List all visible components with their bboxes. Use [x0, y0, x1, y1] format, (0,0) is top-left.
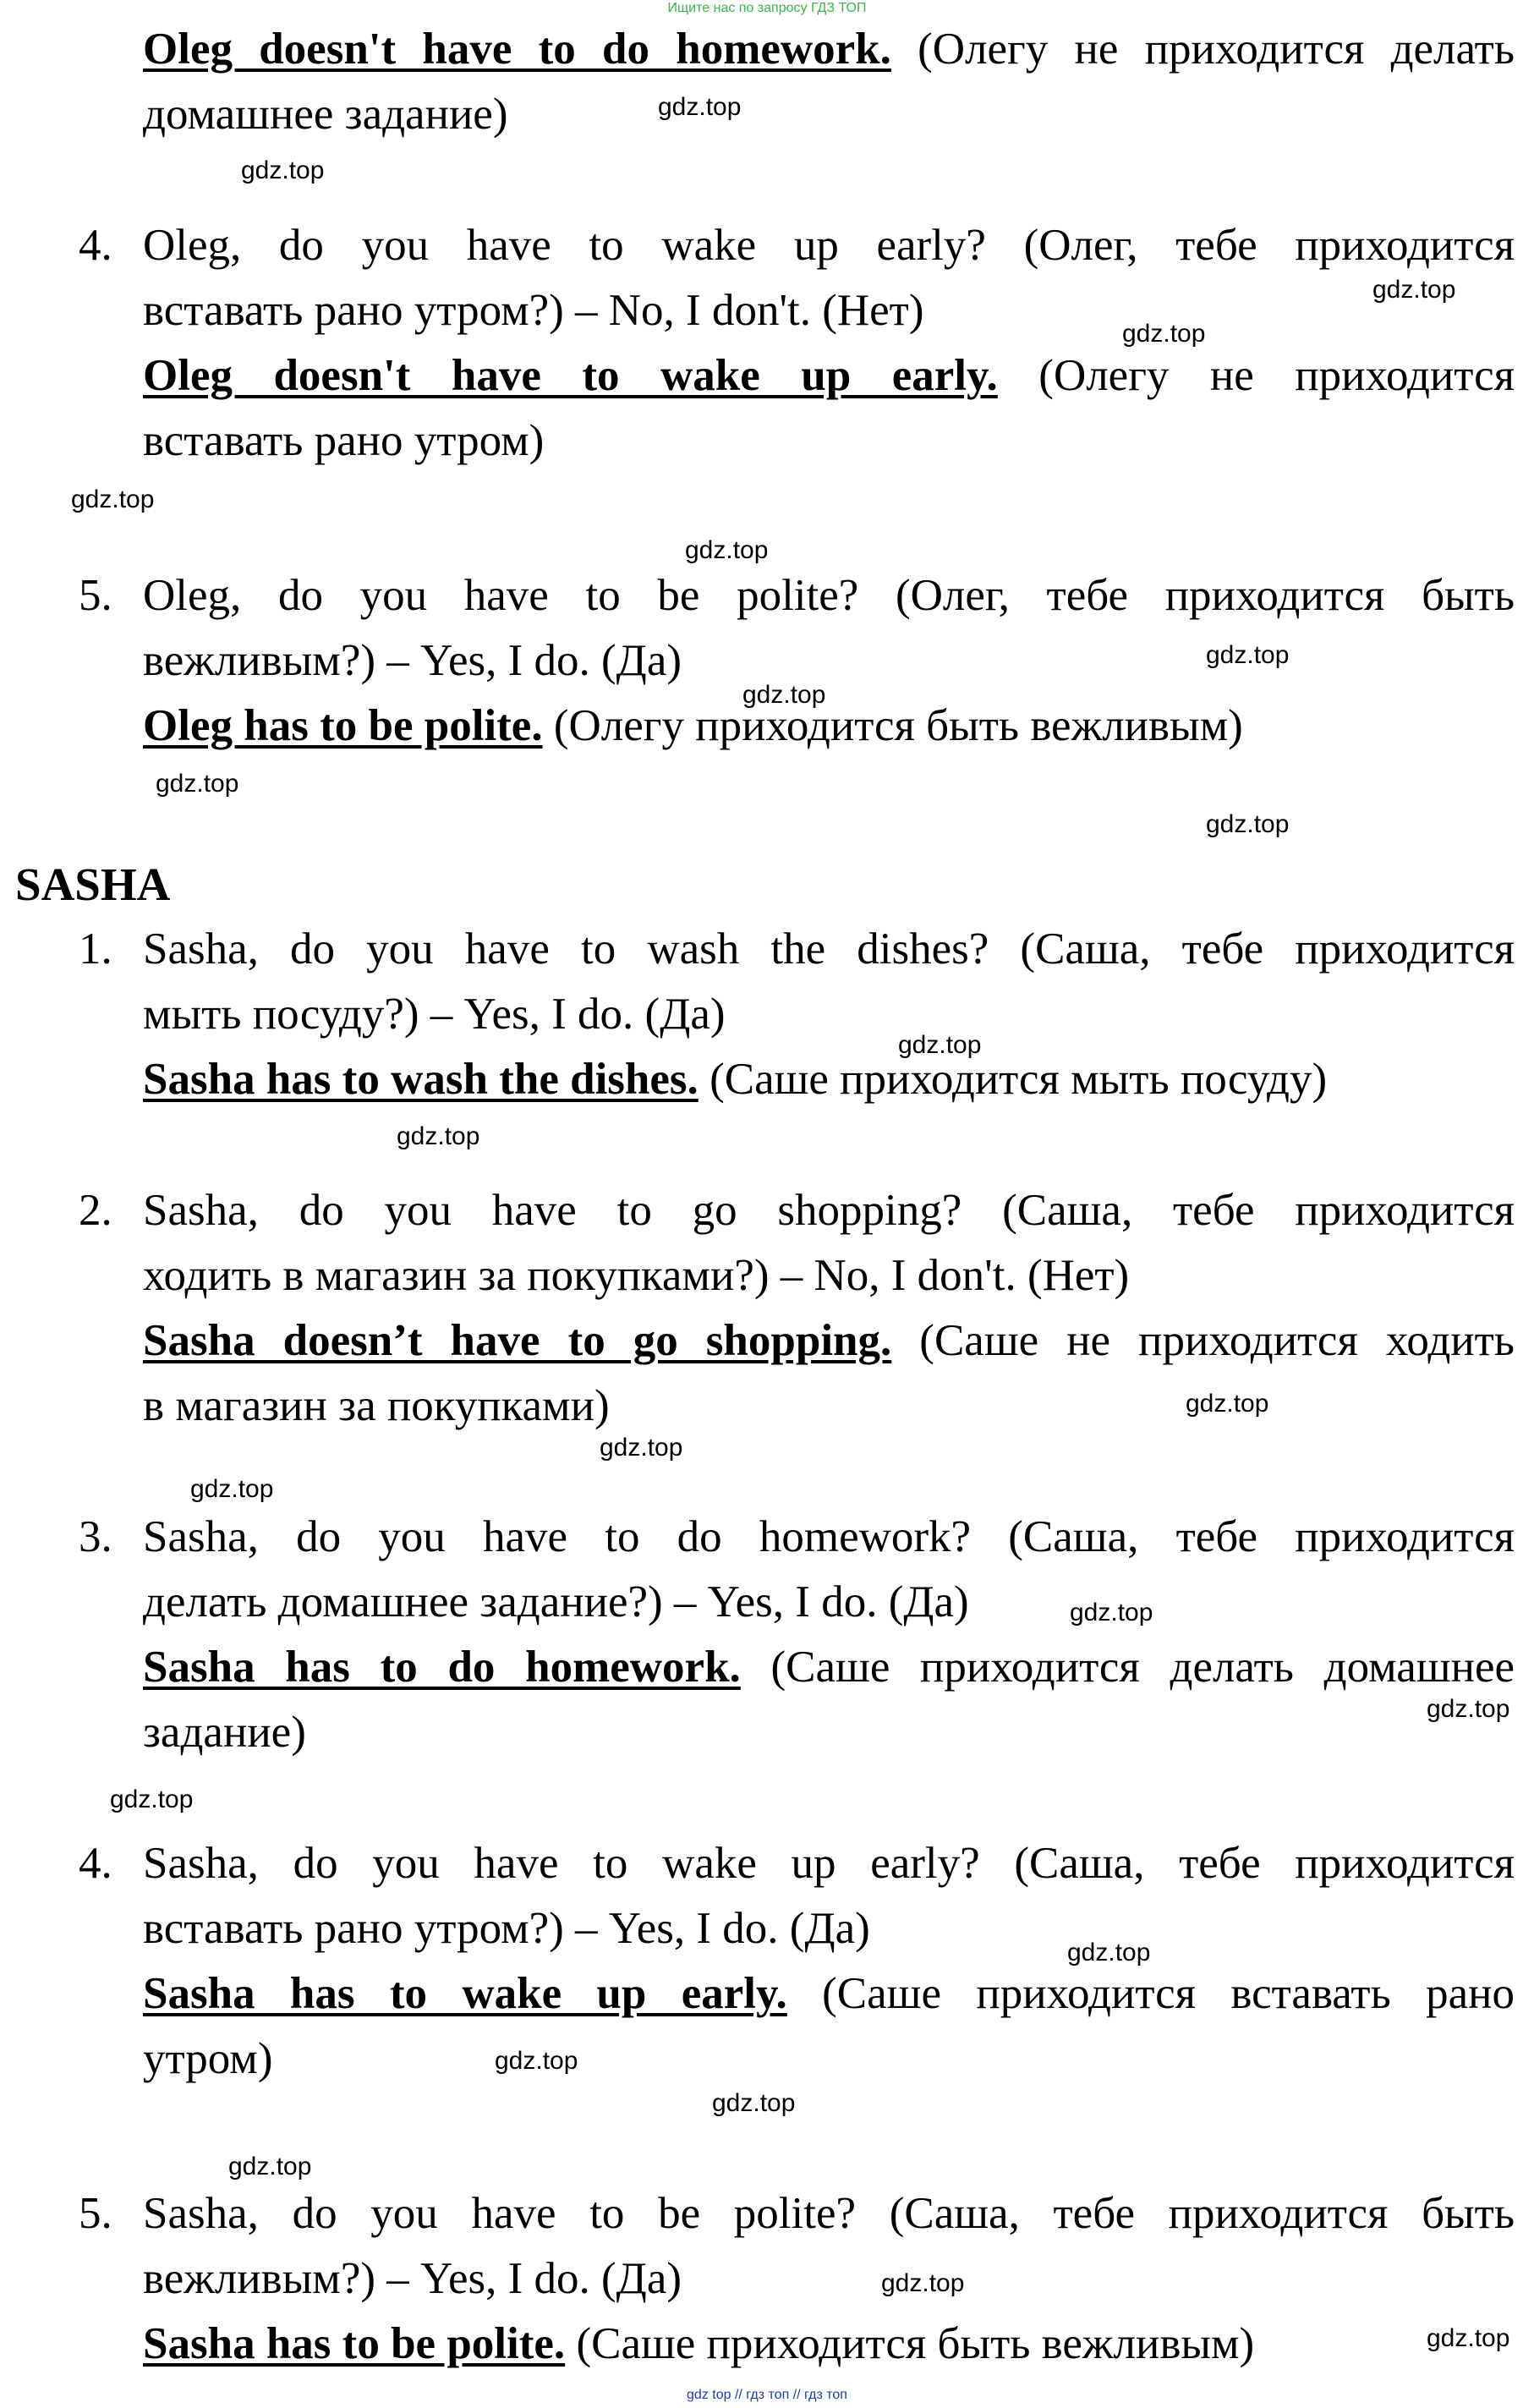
sasha-1-question: Sasha, do you have to wash the dishes? (Саша, тебе приходится [143, 924, 1515, 974]
sasha-5-number: 5. [79, 2189, 112, 2238]
sasha-2-answer-line [143, 1308, 1515, 1373]
sasha-4-question-line-2: вставать рано утром?) – Yes, I do. (Да) [143, 1904, 870, 1953]
oleg-4-number: 4. [79, 221, 112, 270]
oleg-5-answer-line [143, 694, 1515, 758]
watermark: gdz.top [241, 156, 325, 184]
oleg-4-answer: Oleg doesn't have to wake up early. [143, 351, 998, 400]
sasha-5-question-line-2: вежливым?) – Yes, I do. (Да) [143, 2254, 682, 2303]
sasha-3-number: 3. [79, 1512, 112, 1561]
sasha-2-answer-line-2: в магазин за покупками) [143, 1381, 610, 1430]
sasha-5-answer-line [143, 2312, 1515, 2376]
sasha-4-answer-translation: (Саше приходится вставать рано [786, 1969, 1515, 2018]
sasha-1-answer-translation: (Саше приходится мыть посуду) [698, 1055, 1328, 1104]
oleg-4-question: Oleg, do you have to wake up early? (Олег, тебе приходится [143, 221, 1515, 270]
sasha-4-number: 4. [79, 1839, 112, 1888]
sasha-3-answer-line-2: задание) [143, 1708, 306, 1757]
sasha-3-question: Sasha, do you have to do homework? (Саша, тебе приходится [143, 1512, 1515, 1561]
watermark: gdz.top [156, 770, 239, 798]
sasha-3-answer-translation: (Саше приходится делать домашнее [740, 1643, 1515, 1692]
search-banner: Ищите нас по запросу ГДЗ ТОП [667, 1, 867, 15]
sasha-2-answer: Sasha doesn’t have to go shopping. [143, 1316, 892, 1365]
sasha-4-question: Sasha, do you have to wake up early? (Саша, тебе приходится [143, 1839, 1515, 1888]
oleg-4-answer-line-2: вставать рано утром) [143, 416, 545, 465]
watermark: gdz.top [1206, 810, 1290, 838]
oleg-3-answer-line [143, 17, 1515, 81]
oleg-5-number: 5. [79, 571, 112, 620]
sasha-3-question-line-2: делать домашнее задание?) – Yes, I do. (Да) [143, 1577, 969, 1626]
oleg-3-answer-translation: (Олегу не приходится делать [890, 25, 1515, 74]
sasha-5-question: Sasha, do you have to be polite? (Саша, тебе приходится быть [143, 2189, 1515, 2238]
oleg-5-question: Oleg, do you have to be polite? (Олег, тебе приходится быть [143, 571, 1515, 620]
sasha-3-answer-line [143, 1635, 1515, 1699]
oleg-5-question-line-2: вежливым?) – Yes, I do. (Да) [143, 636, 682, 685]
oleg-4-answer-translation: (Олегу не приходится [997, 351, 1515, 400]
sasha-1-question-line-2: мыть посуду?) – Yes, I do. (Да) [143, 990, 726, 1039]
oleg-3-answer: Oleg doesn't have to do homework. [143, 25, 891, 74]
sasha-3-answer: Sasha has to do homework. [143, 1643, 741, 1692]
watermark: gdz.top [397, 1122, 480, 1150]
sasha-1-number: 1. [79, 924, 112, 974]
oleg-4-answer-line [143, 343, 1515, 408]
watermark: gdz.top [190, 1475, 274, 1503]
sasha-2-question-line-2: ходить в магазин за покупками?) – No, I don't. (Нет) [143, 1251, 1130, 1300]
section-heading-sasha: SASHA [15, 858, 171, 910]
watermark: gdz.top [228, 2153, 312, 2180]
watermark: gdz.top [1427, 2324, 1510, 2352]
sasha-5-answer-translation: (Саше приходится быть вежливым) [565, 2319, 1255, 2368]
sasha-1-answer-line [143, 1047, 1515, 1111]
oleg-3-answer-line-2: домашнее задание) [143, 90, 508, 139]
watermark: gdz.top [71, 485, 155, 513]
sasha-1-answer: Sasha has to wash the dishes. [143, 1055, 699, 1104]
sasha-4-answer-line-2: утром) [143, 2034, 273, 2083]
watermark: gdz.top [1067, 1939, 1151, 1966]
sasha-2-number: 2. [79, 1186, 112, 1235]
oleg-4-question-line-2: вставать рано утром?) – No, I don't. (Нет) [143, 286, 924, 335]
oleg-5-answer: Oleg has to be polite. [143, 701, 543, 750]
watermark: gdz.top [1070, 1599, 1153, 1626]
sasha-5-answer: Sasha has to be polite. [143, 2319, 566, 2368]
oleg-5-answer-translation: (Олегу приходится быть вежливым) [542, 701, 1243, 750]
watermark: gdz.top [742, 681, 826, 709]
watermark: gdz.top [110, 1785, 194, 1813]
watermark: gdz.top [1206, 641, 1290, 669]
sasha-4-answer: Sasha has to wake up early. [143, 1969, 787, 2018]
watermark: gdz.top [685, 536, 769, 564]
watermark: gdz.top [712, 2089, 796, 2117]
watermark: gdz.top [1372, 276, 1456, 304]
watermark: gdz.top [658, 93, 742, 121]
footer-watermark: gdz top // гдз топ // гдз топ [687, 2388, 847, 2402]
sasha-4-answer-line [143, 1961, 1515, 2026]
watermark: gdz.top [881, 2269, 965, 2297]
watermark: gdz.top [1122, 320, 1206, 348]
sasha-2-question: Sasha, do you have to go shopping? (Саша, тебе приходится [143, 1186, 1515, 1235]
watermark: gdz.top [1186, 1390, 1269, 1418]
watermark: gdz.top [898, 1031, 982, 1059]
watermark: gdz.top [495, 2047, 578, 2075]
sasha-2-answer-translation: (Саше не приходится ходить [891, 1316, 1515, 1365]
watermark: gdz.top [1427, 1695, 1510, 1723]
watermark: gdz.top [600, 1434, 683, 1462]
